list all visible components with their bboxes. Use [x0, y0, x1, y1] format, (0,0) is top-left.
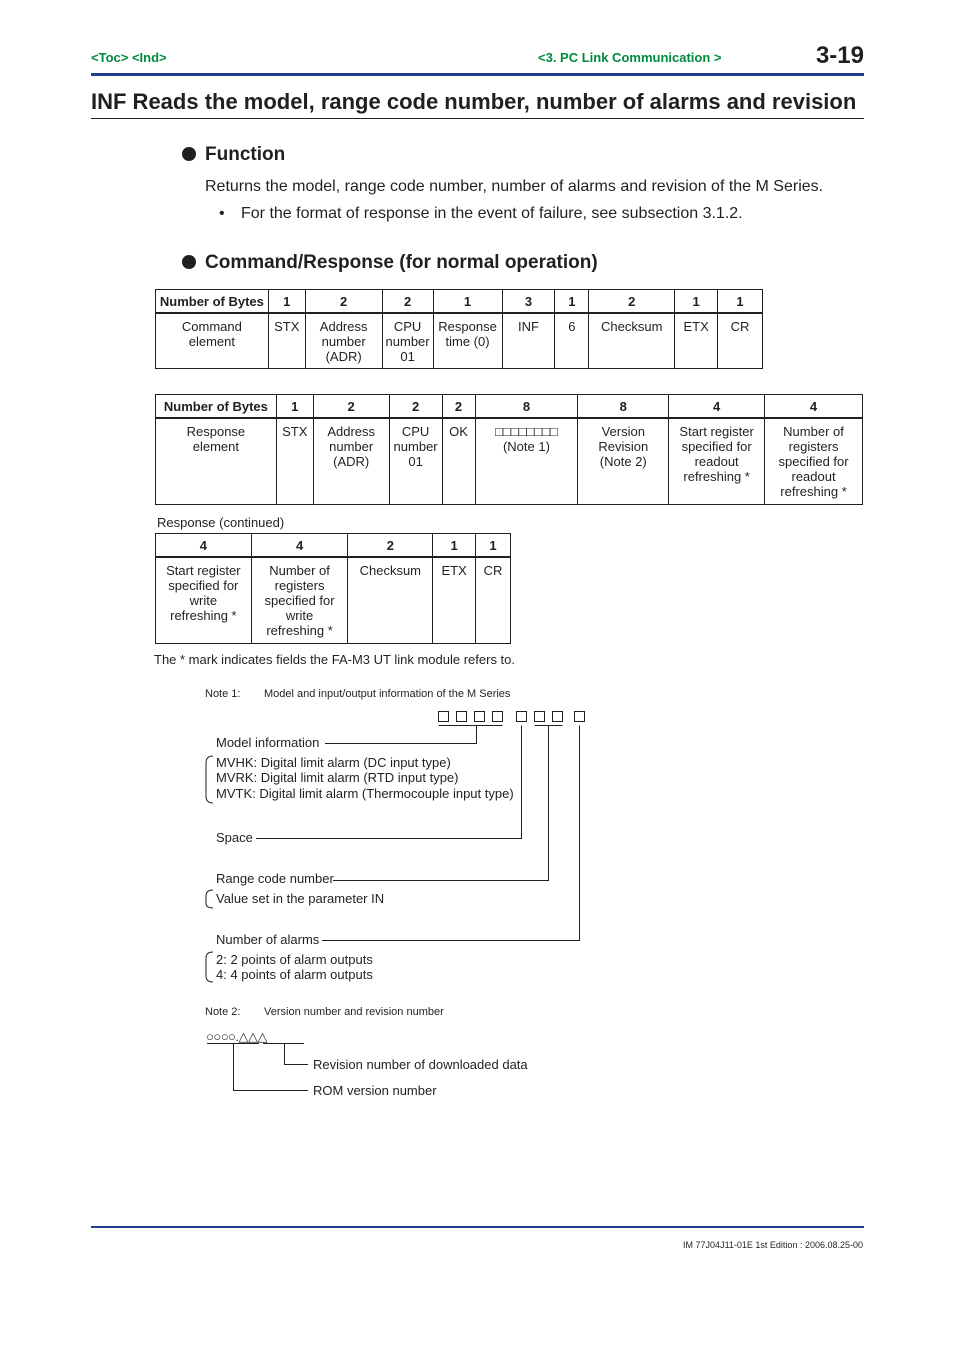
function-heading-text: Function: [205, 144, 286, 165]
space-label: Space: [216, 830, 253, 845]
response-header-cell: 8: [475, 395, 578, 419]
continued-cell: Start register specified for write refreshing *: [156, 557, 252, 643]
response-header-cell: 2: [389, 395, 442, 419]
asterisk-footnote: The * mark indicates fields the FA-M3 UT link module refers to.: [154, 652, 516, 667]
toc-index-link[interactable]: <Toc> <Ind>: [91, 50, 167, 65]
command-cell: Command element: [156, 313, 269, 368]
command-header-cell: 1: [718, 290, 763, 314]
note2-text: Version number and revision number: [264, 1006, 444, 1018]
range-box-1: [535, 712, 545, 722]
continued-cell: Number of registers specified for write refreshing *: [251, 557, 348, 643]
response-continued-label: Response (continued): [157, 515, 285, 530]
command-cell: Address number (ADR): [305, 313, 382, 368]
space-box: [517, 712, 527, 722]
response-header-cell: 4: [669, 395, 765, 419]
command-header-cell: 2: [305, 290, 382, 314]
mvhk-text: MVHK: Digital limit alarm (DC input type): [216, 755, 451, 770]
range-code-label: Range code number: [216, 871, 334, 886]
model-info-leader: [325, 726, 503, 744]
mvrk-text: MVRK: Digital limit alarm (RTD input type): [216, 770, 459, 785]
response-cell: Start register specified for readout refreshing *: [669, 418, 765, 504]
response-header-cell: 1: [276, 395, 313, 419]
rom-label: ROM version number: [313, 1083, 437, 1098]
range-bracket: [206, 890, 213, 908]
continued-header-cell: 2: [348, 534, 433, 558]
note1-label: Note 1:: [205, 688, 241, 700]
response-header-cell: 2: [442, 395, 475, 419]
response-header-cell: Number of Bytes: [156, 395, 277, 419]
response-cell: OK: [442, 418, 475, 504]
command-cell: Response time (0): [433, 313, 502, 368]
function-note: For the format of response in the event of failure, see subsection 3.1.2.: [241, 205, 743, 222]
command-header-cell: 1: [433, 290, 502, 314]
model-box-3: [475, 712, 485, 722]
alarms-box: [575, 712, 585, 722]
alarm4-text: 4: 4 points of alarm outputs: [216, 967, 373, 982]
command-cell: STX: [268, 313, 305, 368]
alarms-bracket: [206, 952, 213, 982]
function-text: Returns the model, range code number, number of alarms and revision of the M Series.: [205, 178, 824, 195]
section-link[interactable]: <3. PC Link Communication >: [538, 50, 722, 65]
command-cell: CR: [718, 313, 763, 368]
alarm2-text: 2: 2 points of alarm outputs: [216, 952, 373, 967]
note2-label: Note 2:: [205, 1006, 241, 1018]
response-header-cell: 2: [313, 395, 389, 419]
page-number: 3-19: [815, 42, 864, 69]
continued-header-cell: 1: [433, 534, 476, 558]
command-cell: ETX: [675, 313, 718, 368]
continued-header-cell: 4: [156, 534, 252, 558]
model-box-1: [439, 712, 449, 722]
model-box-2: [457, 712, 467, 722]
command-cell: INF: [502, 313, 555, 368]
continued-header-cell: 1: [476, 534, 511, 558]
continued-cell: CR: [476, 557, 511, 643]
version-format: ○○○○.△△△: [206, 1029, 268, 1044]
continued-cell: Checksum: [348, 557, 433, 643]
continued-header-cell: 4: [251, 534, 348, 558]
edition-info: IM 77J04J11-01E 1st Edition : 2006.08.25-00: [683, 1240, 863, 1250]
response-cell: Version Revision (Note 2): [578, 418, 669, 504]
command-header-cell: 1: [555, 290, 589, 314]
response-cell: □□□□□□□□ (Note 1): [475, 418, 578, 504]
page-title: INF Reads the model, range code number, number of alarms and revision: [91, 89, 857, 114]
response-cell: Response element: [156, 418, 277, 504]
continued-cell: ETX: [433, 557, 476, 643]
revision-label: Revision number of downloaded data: [313, 1057, 528, 1072]
num-alarms-label: Number of alarms: [216, 932, 320, 947]
model-info-label: Model information: [216, 735, 320, 750]
model-box-4: [493, 712, 503, 722]
range-leader: [333, 726, 563, 881]
command-header-cell: 2: [382, 290, 433, 314]
mvtk-text: MVTK: Digital limit alarm (Thermocouple input type): [216, 786, 514, 801]
response-header-cell: 8: [578, 395, 669, 419]
model-bracket: [206, 756, 213, 803]
command-cell: 6: [555, 313, 589, 368]
command-cell: Checksum: [589, 313, 675, 368]
response-header-cell: 4: [765, 395, 863, 419]
command-cell: CPU number 01: [382, 313, 433, 368]
revision-leader: [263, 1044, 308, 1065]
response-cell: Number of registers specified for readout refreshing *: [765, 418, 863, 504]
function-bullet: •: [219, 205, 225, 222]
command-header-cell: 1: [675, 290, 718, 314]
response-cell: CPU number 01: [389, 418, 442, 504]
command-header-cell: 1: [268, 290, 305, 314]
footer-rule: [91, 1226, 864, 1228]
command-header-cell: 2: [589, 290, 675, 314]
response-cell: Address number (ADR): [313, 418, 389, 504]
range-value-text: Value set in the parameter IN: [216, 891, 385, 906]
command-header-cell: Number of Bytes: [156, 290, 269, 314]
range-box-2: [553, 712, 563, 722]
command-response-heading-text: Command/Response (for normal operation): [205, 252, 598, 273]
command-header-cell: 3: [502, 290, 555, 314]
note1-text: Model and input/output information of the M Series: [264, 688, 511, 700]
rom-leader: [207, 1044, 308, 1091]
response-cell: STX: [276, 418, 313, 504]
